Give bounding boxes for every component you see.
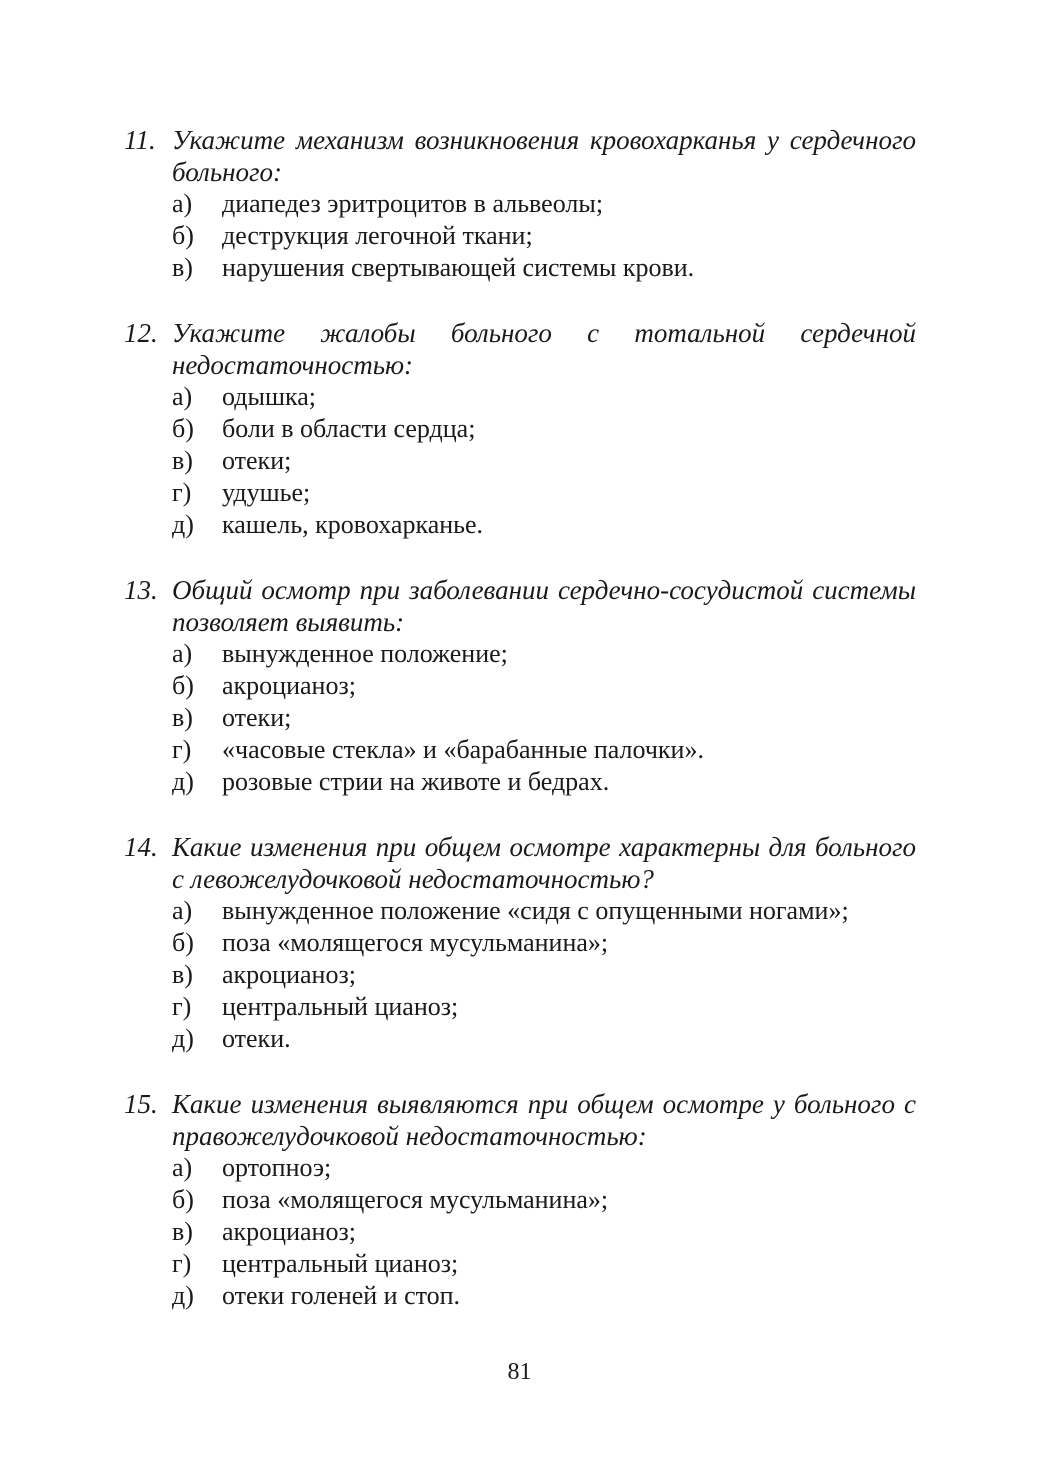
question-number: 15. [124,1089,158,1119]
option-letter: в) [172,960,193,989]
answer-option [172,927,916,959]
option-letter: б) [172,928,194,957]
answer-option [172,1023,916,1055]
option-letter: а) [172,1153,193,1182]
option-letter: д) [172,767,194,796]
question-heading [124,1088,916,1152]
option-text: одышка; [222,382,316,411]
answer-option [172,477,916,509]
option-letter: а) [172,189,193,218]
page-number: 81 [507,1359,532,1385]
option-text: боли в области сердца; [222,414,476,443]
answer-option [172,1152,916,1184]
option-letter: а) [172,639,193,668]
answer-option [172,895,916,927]
question-heading [124,574,916,638]
option-letter: в) [172,703,193,732]
option-letter: г) [172,478,192,507]
option-letter: в) [172,446,193,475]
question-15 [124,1088,916,1312]
question-text: Укажите механизм возникновения кровохарканья у сердечного больного: [172,125,916,187]
answer-option [172,766,916,798]
answer-option [172,1280,916,1312]
question-text: Какие изменения при общем осмотре характерны для больного с левожелудочковой недостаточностью? [172,832,916,894]
answer-option [172,1184,916,1216]
option-letter: а) [172,896,193,925]
answer-option [172,220,916,252]
answer-option [172,188,916,220]
question-11 [124,124,916,284]
question-14 [124,831,916,1055]
option-text: деструкция легочной ткани; [222,221,533,250]
question-heading [124,124,916,188]
option-text: нарушения свертывающей системы крови. [222,253,695,282]
answer-option [172,445,916,477]
answer-option [172,252,916,284]
option-text: поза «молящегося мусульманина»; [222,928,609,957]
answer-option [172,991,916,1023]
question-number: 13. [124,575,158,605]
option-letter: г) [172,735,192,764]
question-list [124,124,916,1345]
option-text: центральный цианоз; [222,1249,459,1278]
answer-options [124,895,916,1055]
answer-option [172,734,916,766]
question-number: 14. [124,832,158,862]
option-letter: в) [172,253,193,282]
option-text: отеки голеней и стоп. [222,1281,461,1310]
answer-options [124,638,916,798]
option-letter: г) [172,992,192,1021]
option-text: вынужденное положение; [222,639,508,668]
option-letter: б) [172,414,194,443]
question-text: Укажите жалобы больного с тотальной сердечной недостаточностью: [172,318,916,380]
option-letter: в) [172,1217,193,1246]
answer-option [172,381,916,413]
option-letter: г) [172,1249,192,1278]
option-letter: б) [172,221,194,250]
question-number: 11. [124,125,156,155]
option-text: кашель, кровохарканье. [222,510,484,539]
option-text: акроцианоз; [222,671,356,700]
option-letter: б) [172,671,194,700]
option-letter: д) [172,1024,194,1053]
answer-option [172,670,916,702]
answer-option [172,509,916,541]
question-13 [124,574,916,798]
option-text: центральный цианоз; [222,992,459,1021]
question-12 [124,317,916,541]
option-text: «часовые стекла» и «барабанные палочки». [222,735,704,764]
option-text: акроцианоз; [222,1217,356,1246]
answer-option [172,959,916,991]
option-letter: д) [172,1281,194,1310]
answer-option [172,1216,916,1248]
option-text: ортопноэ; [222,1153,332,1182]
option-text: вынужденное положение «сидя с опущенными ногами»; [222,896,849,925]
answer-option [172,702,916,734]
answer-option [172,1248,916,1280]
question-heading [124,831,916,895]
option-letter: д) [172,510,194,539]
option-text: отеки. [222,1024,291,1053]
option-text: удушье; [222,478,311,507]
option-letter: а) [172,382,193,411]
option-text: поза «молящегося мусульманина»; [222,1185,609,1214]
option-text: отеки; [222,446,292,475]
question-heading [124,317,916,381]
question-number: 12. [124,318,158,348]
option-text: розовые стрии на животе и бедрах. [222,767,610,796]
answer-option [172,413,916,445]
option-text: акроцианоз; [222,960,356,989]
option-text: отеки; [222,703,292,732]
option-letter: б) [172,1185,194,1214]
question-text: Общий осмотр при заболевании сердечно-сосудистой системы позволяет выявить: [172,575,916,637]
answer-options [124,188,916,284]
answer-options [124,1152,916,1312]
answer-options [124,381,916,541]
question-text: Какие изменения выявляются при общем осмотре у больного с правожелудочковой недостаточностью: [172,1089,916,1151]
answer-option [172,638,916,670]
option-text: диапедез эритроцитов в альвеолы; [222,189,604,218]
